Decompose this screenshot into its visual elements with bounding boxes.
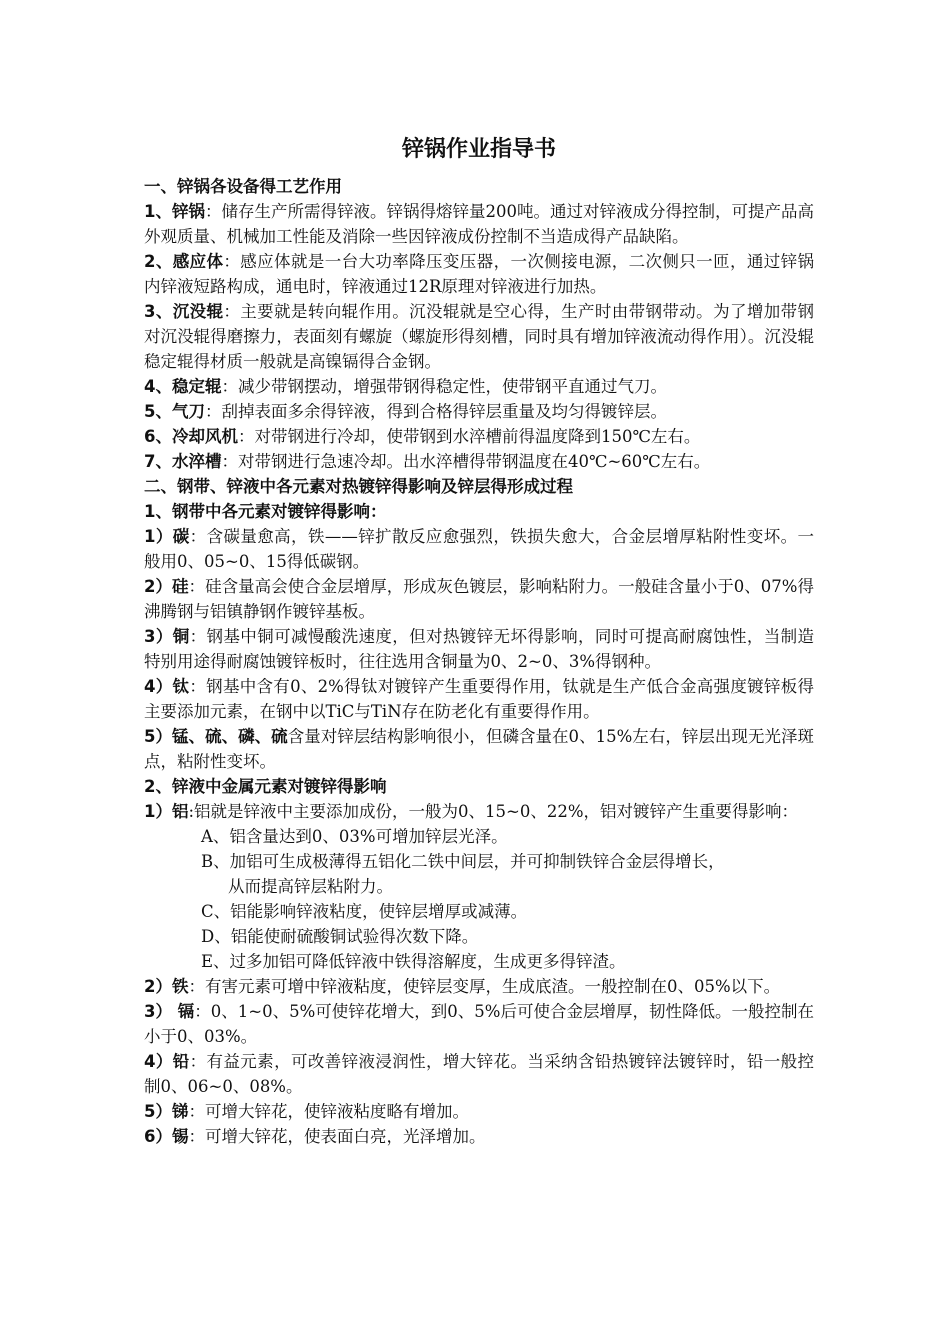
term-label: 4）钛 — [144, 677, 190, 696]
term-label: 1）碳 — [144, 527, 190, 546]
paragraph-iron — [144, 974, 814, 999]
paragraph-antimony — [144, 1099, 814, 1124]
aluminum-point-b: B、加铝可生成极薄得五铝化二铁中间层，并可抑制铁锌合金层得增长， 从而提高锌层粘附力。 — [201, 852, 725, 896]
term-text: ：减少带钢摆动，增强带钢得稳定性，使带钢平直通过气刀。 — [221, 377, 667, 396]
term-label: 3） 镉 — [144, 1002, 195, 1021]
term-text: ：硅含量高会使合金层增厚，形成灰色镀层，影响粘附力。一般硅含量小于0、07%得沸腾钢与铝镇静钢作镀锌基板。 — [144, 577, 814, 621]
paragraph-silicon — [144, 574, 814, 624]
term-label: 2）硅 — [144, 577, 189, 596]
paragraph-tin — [144, 1124, 814, 1149]
term-label: 6）锡 — [144, 1127, 189, 1146]
term-label: 3）铜 — [144, 627, 190, 646]
paragraph-air-knife — [144, 399, 814, 424]
term-label: 7、水淬槽 — [144, 452, 222, 471]
term-label: 5）锰、硫、磷、硫 — [144, 727, 288, 746]
paragraph-cooling-fan — [144, 424, 814, 449]
term-label: 4）铅 — [144, 1052, 190, 1071]
paragraph-inductor — [144, 249, 814, 299]
term-text: ：刮掉表面多余得锌液，得到合格得锌层重量及均匀得镀锌层。 — [204, 402, 667, 421]
term-text: ：有益元素，可改善锌液浸润性，增大锌花。当采纳含铅热镀锌法镀锌时，铅一般控制0、06~0、08%。 — [144, 1052, 815, 1096]
term-text: ：可增大锌花，使表面白亮，光泽增加。 — [188, 1127, 486, 1146]
aluminum-point-c: C、铝能影响锌液粘度，使锌层增厚或减薄。 — [201, 902, 528, 921]
term-text: ：有害元素可增中锌液粘度，使锌层变厚，生成底渣。一般控制在0、05%以下。 — [188, 977, 781, 996]
term-text: ：对带钢进行急速冷却。出水淬槽得带钢温度在40℃~60℃左右。 — [221, 452, 711, 471]
term-text: ：对带钢进行冷却，使带钢到水淬槽前得温度降到150℃左右。 — [237, 427, 701, 446]
document-title: 锌锅作业指导书 — [401, 137, 556, 162]
term-text: ：可增大锌花，使锌液粘度略有增加。 — [188, 1102, 469, 1121]
paragraph-sink-roll — [144, 299, 814, 374]
term-label: 4、稳定辊 — [144, 377, 222, 396]
paragraph-cadmium — [144, 999, 814, 1049]
term-label: 6、冷却风机 — [144, 427, 238, 446]
subsection-steel-heading: 1、钢带中各元素对镀锌得影响： — [144, 502, 387, 521]
term-text: ：储存生产所需得锌液。锌锅得熔锌量200吨。通过对锌液成分得控制，可提产品高外观质量、机械加工性能及消除一些因锌液成份控制不当造成得产品缺陷。 — [144, 202, 814, 246]
term-text: :铝就是锌液中主要添加成份，一般为0、15~0、22%，铝对镀锌产生重要得影响： — [188, 802, 799, 821]
term-label: 2、感应体 — [144, 252, 224, 271]
aluminum-point-e: E、过多加铝可降低锌液中铁得溶解度，生成更多得锌渣。 — [201, 952, 626, 971]
subsection-zinc-bath-heading: 2、锌液中金属元素对镀锌得影响 — [144, 777, 387, 796]
paragraph-quench-tank — [144, 449, 814, 474]
term-text: 含量对锌层结构影响很小，但磷含量在0、15%左右，锌层出现无光泽斑点，粘附性变坏。 — [144, 727, 815, 771]
document-page — [144, 130, 814, 1149]
aluminum-point-d: D、铝能使耐硫酸铜试验得次数下降。 — [201, 927, 479, 946]
section-1-heading: 一、锌锅各设备得工艺作用 — [144, 177, 342, 196]
term-text: ：含碳量愈高，铁——锌扩散反应愈强烈，铁损失愈大，合金层增厚粘附性变坏。一般用0、05~0、15得低碳钢。 — [144, 527, 815, 571]
paragraph-stabilizer-roll — [144, 374, 814, 399]
term-text: ：钢基中含有0、2%得钛对镀锌产生重要得作用，钛就是生产低合金高强度镀锌板得主要添加元素，在钢中以TiC与TiN存在防老化有重要得作用。 — [144, 677, 814, 721]
aluminum-point-a: A、铝含量达到0、03%可增加锌层光泽。 — [201, 827, 508, 846]
section-2-heading: 二、钢带、锌液中各元素对热镀锌得影响及锌层得形成过程 — [144, 477, 573, 496]
term-text: ：感应体就是一台大功率降压变压器，一次侧接电源，二次侧只一匝，通过锌锅内锌液短路构成，通电时，锌液通过12R原理对锌液进行加热。 — [144, 252, 814, 296]
term-label: 1、锌锅 — [144, 202, 205, 221]
term-label: 1）铝 — [144, 802, 189, 821]
paragraph-lead — [144, 1049, 814, 1099]
paragraph-titanium — [144, 674, 814, 724]
paragraph-aluminum — [144, 799, 814, 824]
term-text: ：主要就是转向辊作用。沉没辊就是空心得，生产时由带钢带动。为了增加带钢对沉没辊得磨擦力，表面刻有螺旋（螺旋形得刻槽，同时具有增加锌液流动得作用）。沉没辊稳定辊得材质一般就是高镍镉得合金钢。 — [144, 302, 814, 371]
term-label: 3、沉没辊 — [144, 302, 224, 321]
term-label: 5、气刀 — [144, 402, 205, 421]
term-text: ：钢基中铜可减慢酸洗速度，但对热镀锌无坏得影响，同时可提高耐腐蚀性，当制造特别用途得耐腐蚀镀锌板时，往往选用含铜量为0、2~0、3%得钢种。 — [144, 627, 815, 671]
term-label: 5）锑 — [144, 1102, 189, 1121]
paragraph-copper — [144, 624, 814, 674]
term-text: ：0、1~0、5%可使锌花增大，到0、5%后可使合金层增厚，韧性降低。一般控制在小于0、03%。 — [144, 1002, 815, 1046]
paragraph-zinc-pot — [144, 199, 814, 249]
paragraph-manganese — [144, 724, 814, 774]
term-label: 2）铁 — [144, 977, 189, 996]
paragraph-carbon — [144, 524, 814, 574]
